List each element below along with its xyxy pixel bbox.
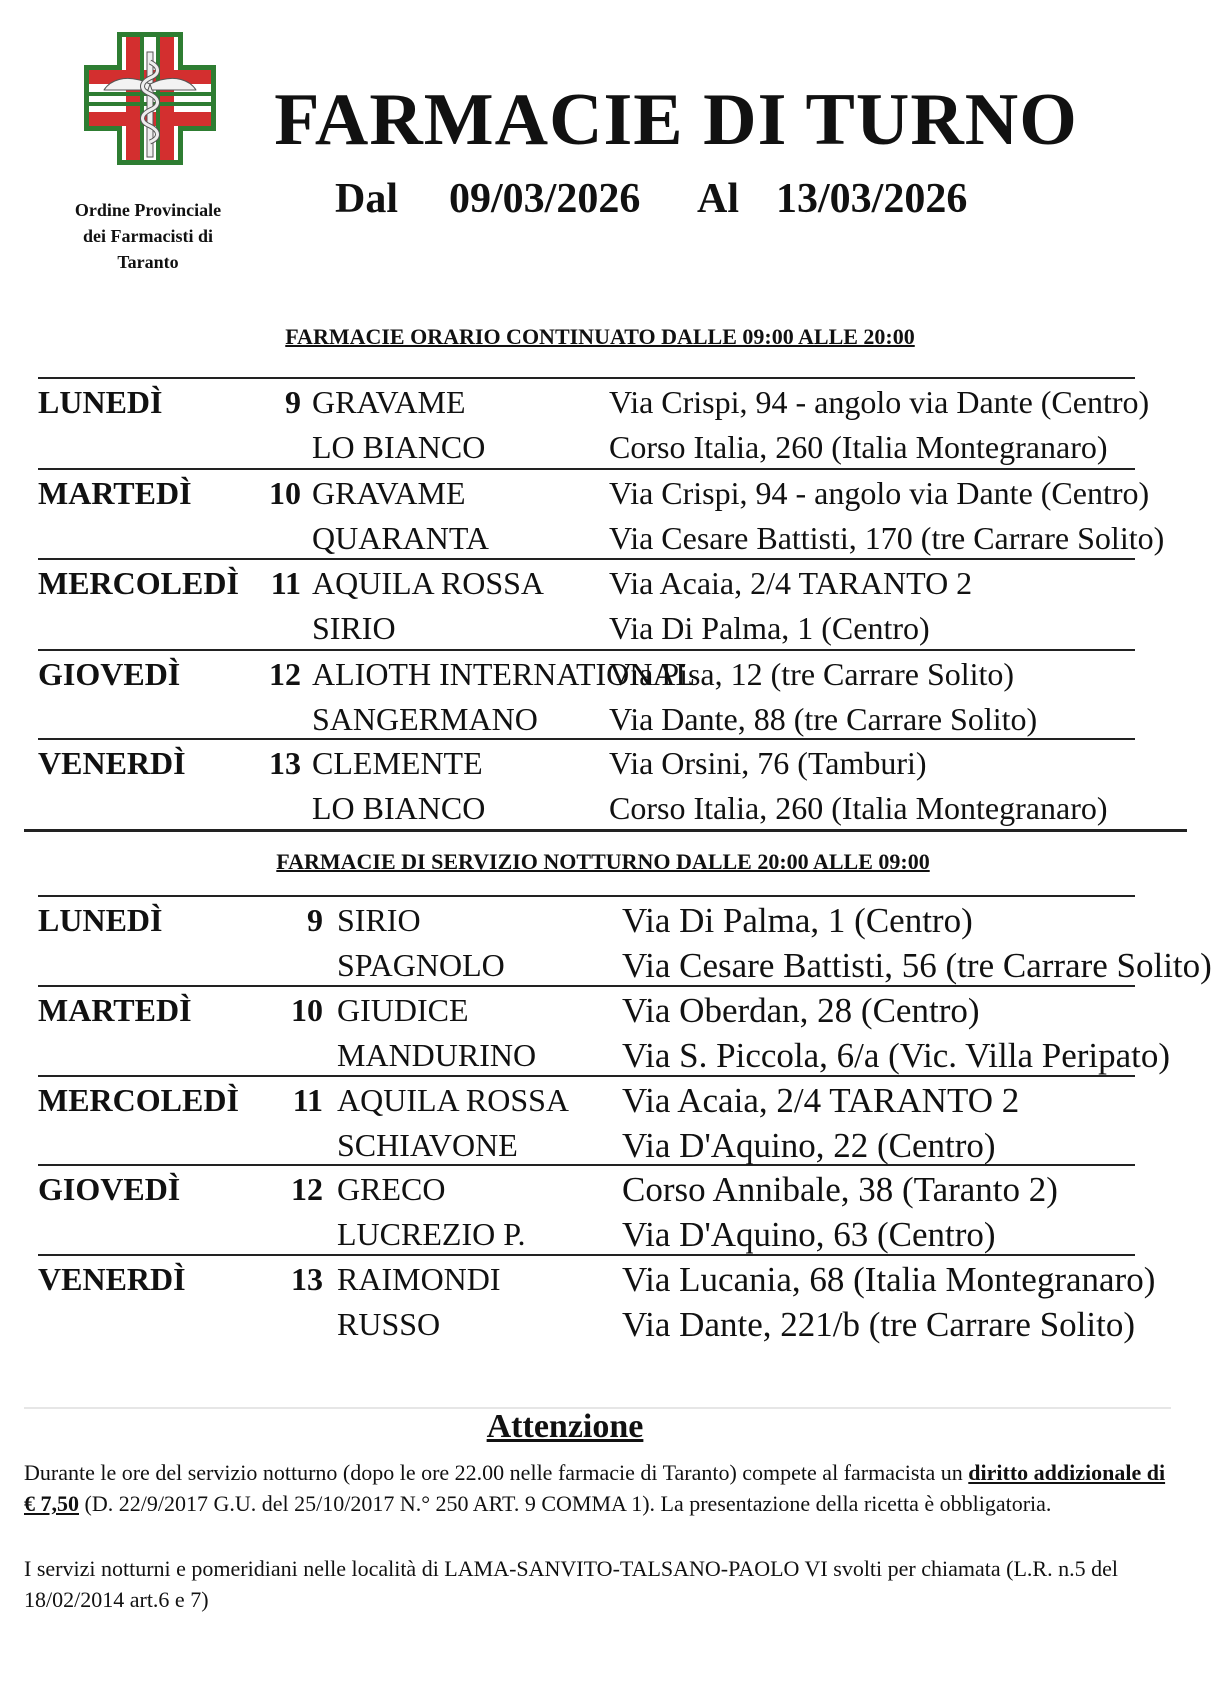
pharmacy-address: Via Di Palma, 1 (Centro): [622, 901, 973, 940]
pharmacy-name: GRAVAME: [312, 475, 466, 511]
pharmacy-name: MANDURINO: [337, 1037, 537, 1073]
page-title: FARMACIE DI TURNO: [274, 79, 1078, 161]
pharmacy-address: Corso Italia, 260 (Italia Montegranaro): [609, 429, 1108, 465]
pharmacy-address: Via Crispi, 94 - angolo via Dante (Centro): [609, 384, 1150, 420]
day-number: 9: [307, 902, 323, 938]
pharmacy-address: Via S. Piccola, 6/a (Vic. Villa Peripato): [622, 1036, 1171, 1075]
pharmacy-name: SCHIAVONE: [337, 1127, 518, 1163]
pharmacy-name: SIRIO: [312, 610, 396, 646]
day-label: VENERDÌ: [38, 1261, 186, 1297]
day-number: 10: [291, 992, 323, 1028]
table-row: [0, 380, 1200, 425]
pharmacy-name: CLEMENTE: [312, 745, 483, 781]
day-label: LUNEDÌ: [38, 384, 163, 420]
pharmacy-name: ALIOTH INTERNATIONAL: [312, 656, 696, 692]
table-row: [0, 516, 1200, 561]
pharmacy-name: SIRIO: [337, 902, 421, 938]
table-row: [0, 471, 1200, 516]
org-line: Taranto: [117, 252, 179, 272]
notice-title: Attenzione: [486, 1408, 644, 1445]
notice-text: (D. 22/9/2017 G.U. del 25/10/2017 N.° 250 ART. 9 COMMA 1). La presentazione della ricetta è obbligatoria.: [84, 1491, 1052, 1516]
table-row: [0, 988, 1200, 1033]
table-row: [0, 561, 1200, 606]
day-label: MERCOLEDÌ: [38, 1082, 239, 1118]
pharmacy-address: Via D'Aquino, 63 (Centro): [622, 1215, 996, 1254]
notturno-heading-text: FARMACIE DI SERVIZIO NOTTURNO DALLE 20:00 ALLE 09:00: [276, 849, 930, 874]
notice-fee: diritto addizionale di € 7,50: [24, 1460, 1166, 1516]
pharmacy-address: Corso Annibale, 38 (Taranto 2): [622, 1170, 1058, 1209]
to-label: Al: [697, 176, 739, 222]
day-label: VENERDÌ: [38, 745, 186, 781]
caduceus-cross-logo: [84, 32, 216, 165]
to-date: 13/03/2026: [776, 176, 968, 222]
table-row: [0, 1257, 1200, 1302]
pharmacy-address: Via Acaia, 2/4 TARANTO 2: [609, 565, 973, 601]
notice-paragraph-1: [24, 1457, 1174, 1519]
pharmacy-address: Via D'Aquino, 22 (Centro): [622, 1126, 996, 1165]
table-bottom-rule: [24, 829, 1187, 832]
organization-name: [40, 197, 256, 275]
org-line: dei Farmacisti di: [83, 226, 213, 246]
pharmacy-name: RUSSO: [337, 1306, 441, 1342]
notice-text: Durante le ore del servizio notturno (dopo le ore 22.00 nelle farmacie di Taranto) compete al farmacista un: [24, 1460, 963, 1485]
pharmacy-address: Via Pisa, 12 (tre Carrare Solito): [609, 656, 1015, 692]
table-row: [0, 1167, 1200, 1212]
day-label: LUNEDÌ: [38, 902, 163, 938]
table-row: [0, 786, 1200, 831]
pharmacy-name: GRECO: [337, 1171, 446, 1207]
pharmacy-name: LO BIANCO: [312, 429, 486, 465]
pharmacy-name: LO BIANCO: [312, 790, 486, 826]
table-row: [0, 898, 1200, 943]
pharmacy-name: AQUILA ROSSA: [312, 565, 545, 601]
pharmacy-name: GIUDICE: [337, 992, 469, 1028]
table-row: [0, 943, 1212, 988]
pharmacy-address: Via Cesare Battisti, 170 (tre Carrare Solito): [609, 520, 1165, 556]
day-number: 9: [285, 384, 301, 420]
day-number: 12: [269, 656, 301, 692]
day-label: MERCOLEDÌ: [38, 565, 239, 601]
table-row: [0, 425, 1200, 470]
pharmacy-name: QUARANTA: [312, 520, 489, 556]
day-number: 10: [269, 475, 301, 511]
day-label: MARTEDÌ: [38, 992, 192, 1028]
notice-paragraph-2: I servizi notturni e pomeridiani nelle località di LAMA-SANVITO-TALSANO-PAOLO VI svolti per chiamata (L.R. n.5 del 18/02/2014 art.6 e 7): [24, 1556, 1118, 1612]
pharmacy-name: LUCREZIO P.: [337, 1216, 526, 1252]
pharmacy-address: Via Lucania, 68 (Italia Montegranaro): [622, 1260, 1156, 1299]
pharmacy-name: SPAGNOLO: [337, 947, 505, 983]
pharmacy-address: Via Di Palma, 1 (Centro): [609, 610, 930, 646]
continuato-heading-text: FARMACIE ORARIO CONTINUATO DALLE 09:00 ALLE 20:00: [285, 324, 915, 349]
day-number: 13: [291, 1261, 323, 1297]
pharmacy-address: Via Oberdan, 28 (Centro): [622, 991, 980, 1030]
pharmacy-address: Corso Italia, 260 (Italia Montegranaro): [609, 790, 1108, 826]
table-row: [0, 1078, 1200, 1123]
table-row: [0, 606, 1200, 651]
day-number: 12: [291, 1171, 323, 1207]
pharmacy-name: AQUILA ROSSA: [337, 1082, 570, 1118]
notturno-heading: [0, 849, 1206, 875]
from-date: 09/03/2026: [449, 176, 641, 222]
table-row: [0, 1212, 1200, 1257]
pharmacy-address: Via Dante, 88 (tre Carrare Solito): [609, 701, 1038, 737]
pharmacy-name: GRAVAME: [312, 384, 466, 420]
day-label: MARTEDÌ: [38, 475, 192, 511]
day-number: 11: [292, 1082, 323, 1118]
row-divider: [38, 895, 1135, 897]
pharmacy-address: Via Dante, 221/b (tre Carrare Solito): [622, 1305, 1136, 1344]
org-line: Ordine Provinciale: [74, 200, 222, 220]
table-row: [0, 1123, 1200, 1168]
from-label: Dal: [335, 176, 398, 222]
table-row: [0, 1302, 1200, 1347]
pharmacy-address: Via Cesare Battisti, 56 (tre Carrare Solito): [622, 946, 1212, 985]
table-row: [0, 652, 1200, 697]
table-row: [0, 697, 1200, 742]
pharmacy-name: RAIMONDI: [337, 1261, 501, 1297]
pharmacy-address: Via Acaia, 2/4 TARANTO 2: [622, 1081, 1020, 1120]
day-number: 13: [269, 745, 301, 781]
pharmacy-address: Via Crispi, 94 - angolo via Dante (Centro): [609, 475, 1150, 511]
day-label: GIOVEDÌ: [38, 1171, 181, 1207]
table-row: [0, 1033, 1200, 1078]
row-divider: [38, 377, 1135, 379]
pharmacy-name: SANGERMANO: [312, 701, 538, 737]
continuato-heading: [0, 324, 1200, 350]
pharmacy-address: Via Orsini, 76 (Tamburi): [609, 745, 927, 781]
day-number: 11: [270, 565, 301, 601]
table-row: [0, 741, 1200, 786]
day-label: GIOVEDÌ: [38, 656, 181, 692]
